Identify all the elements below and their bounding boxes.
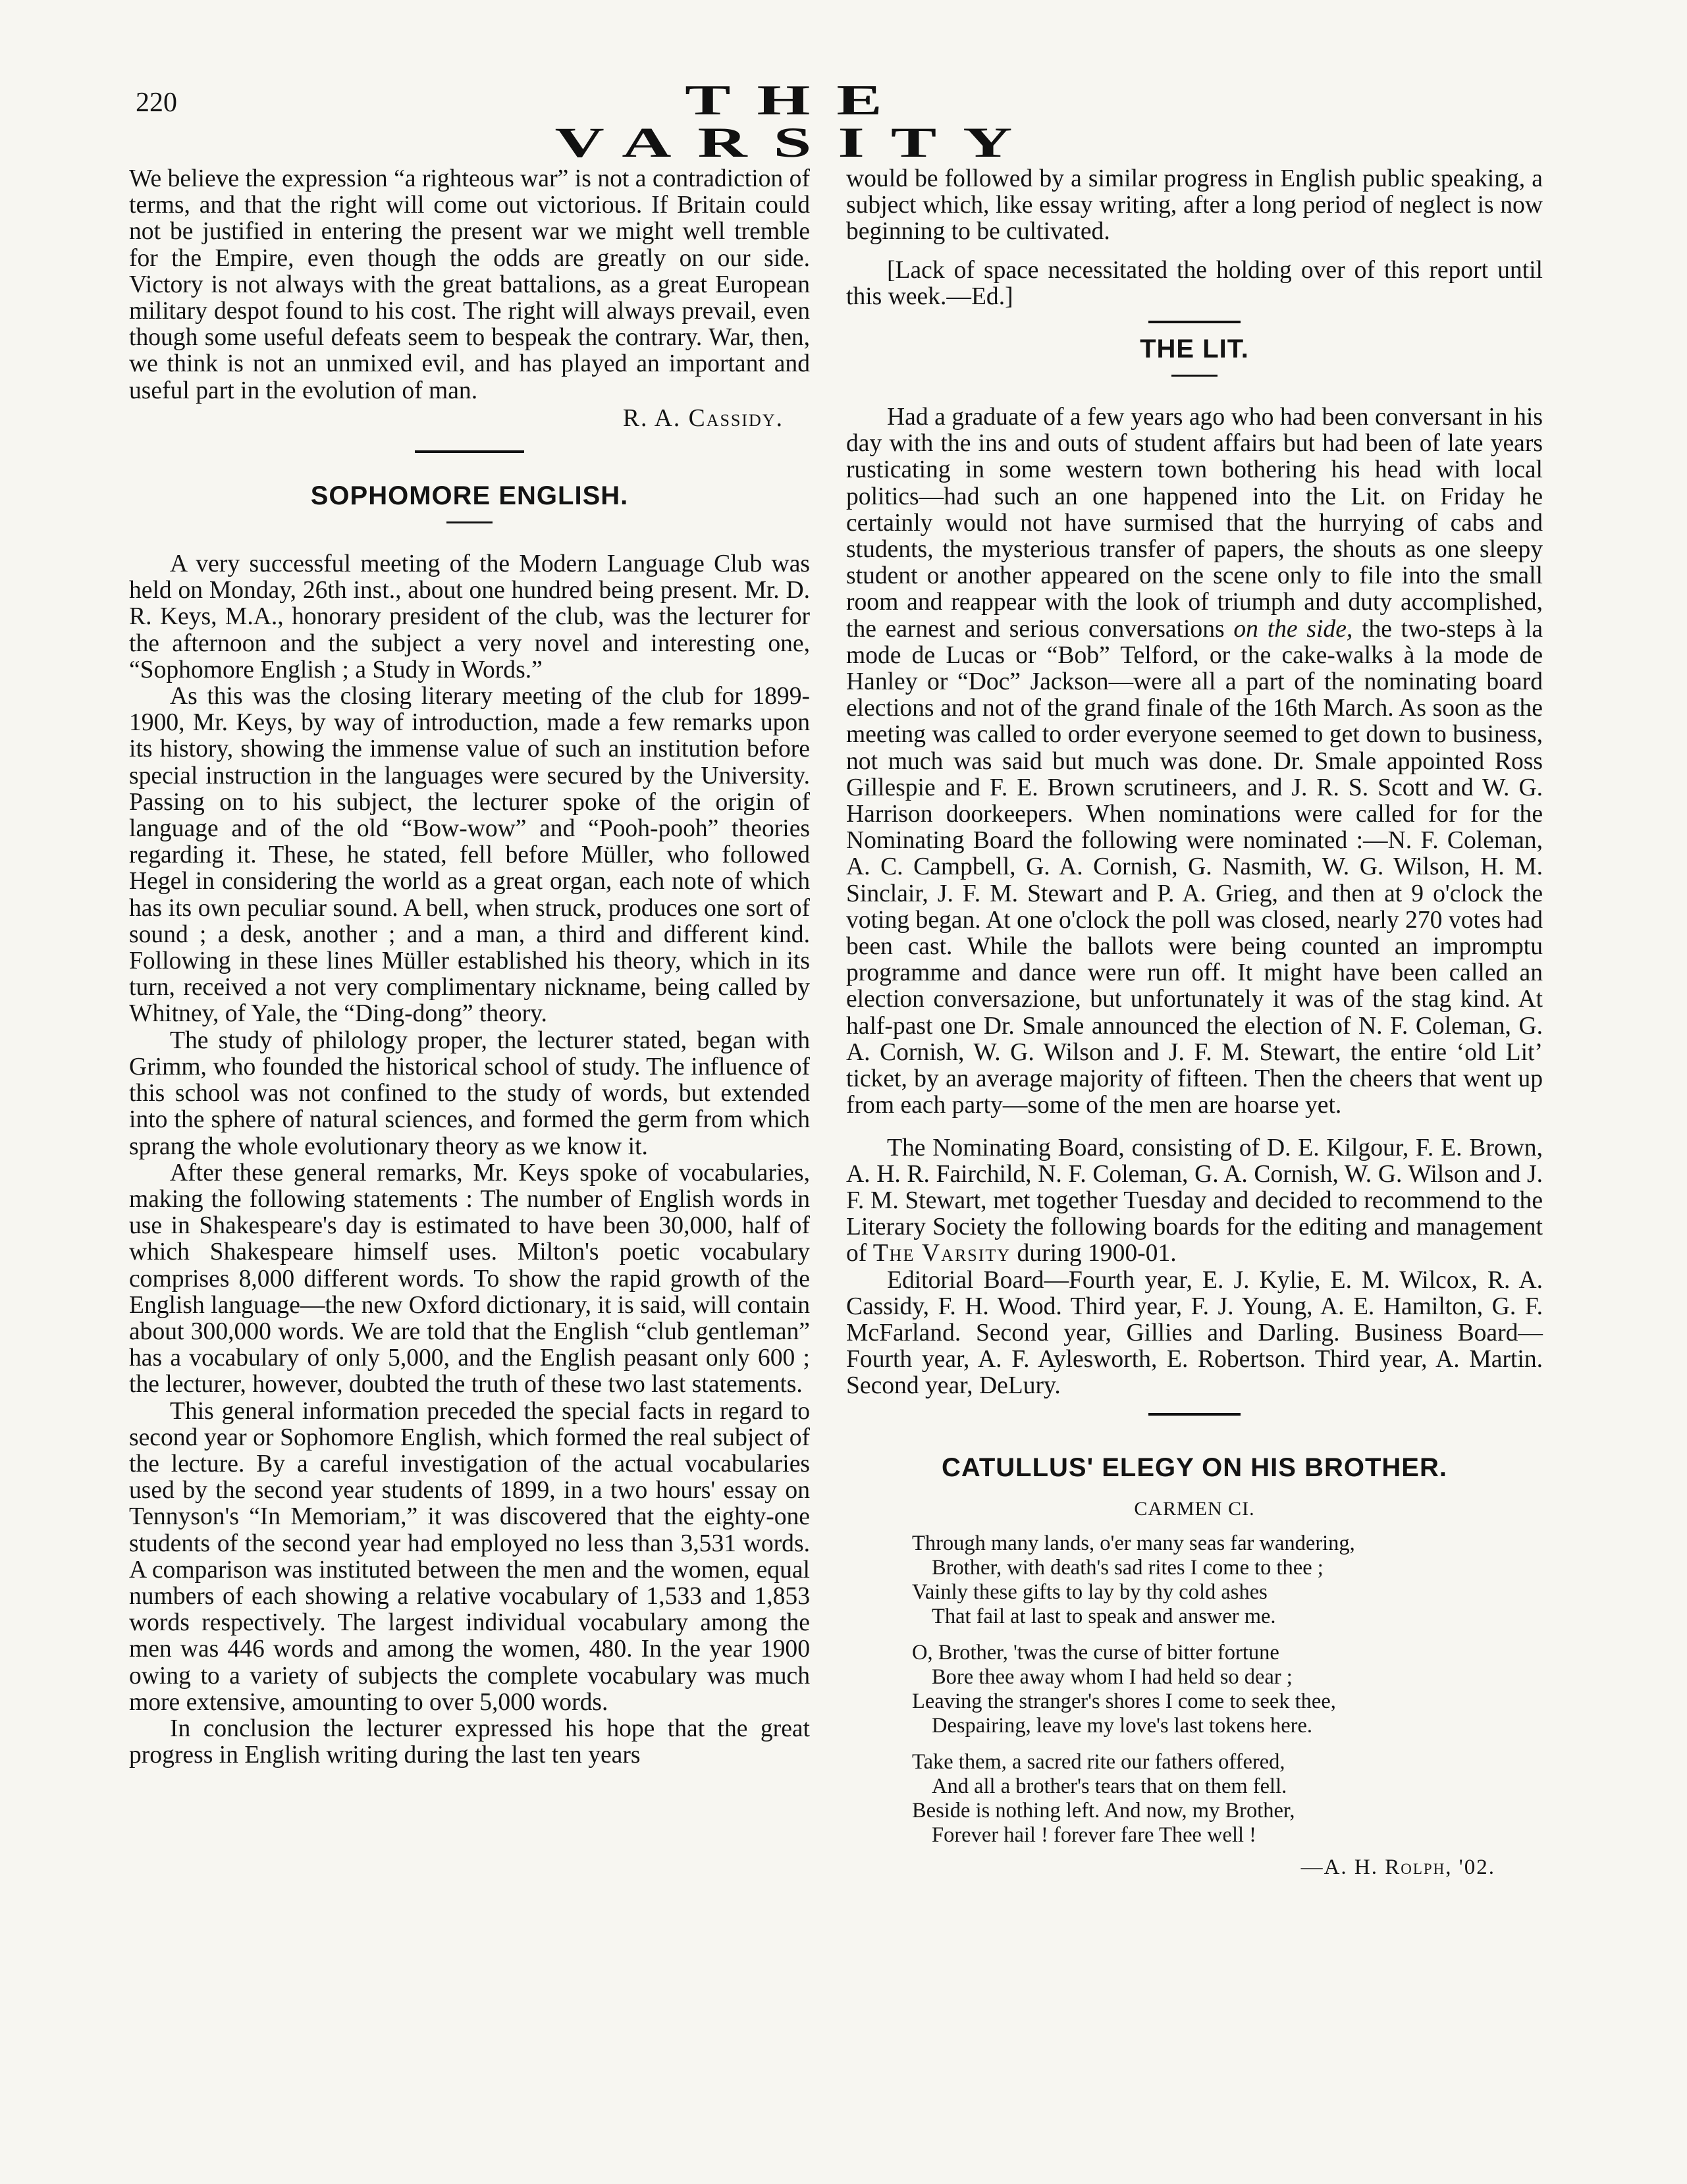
lit-italic: on the side, (1233, 615, 1353, 643)
sophomore-paragraph: After these general remarks, Mr. Keys spoke of vocabularies, making the following statements : The number of English words in use in Shakespeare's day is estimated to have been 30,000, half of which Shakespeare himself uses. Milton's poetic vocabulary comprises 8,000 different words. To show the rapid growth of the English language—the new Oxford dictionary, it is said, will contain about 300,000 words. We are told that the English “club gentleman” has a vocabulary of only 5,000, and the English peasant only 600 ; the lecturer, however, doubted the truth of these two last statements. (129, 1159, 810, 1398)
stanza (912, 1641, 1543, 1738)
poem-signature: —A. H. Rolph, '02. (1300, 1855, 1495, 1879)
sophomore-paragraph: The study of philology proper, the lecturer stated, began with Grimm, who founded the historical school of study. The influence of this school was not confined to the study of words, but extended into the sphere of natural sciences, and formed the germ from which sprang the whole evolutionary theory as we know it. (129, 1026, 810, 1160)
signature: R. A. Cassidy. (622, 404, 784, 432)
poem (912, 1531, 1543, 1848)
poem-title: CARMEN CI. (1134, 1497, 1255, 1520)
verse-line: That fail at last to speak and answer me. (932, 1604, 1276, 1628)
page-number: 220 (136, 88, 177, 118)
the-lit-heading: THE LIT. (1140, 334, 1249, 364)
lit-paragraph (846, 1135, 1543, 1267)
varsity-small-caps: The Varsity (872, 1240, 1011, 1267)
verse-line: Leaving the stranger's shores I come to seek thee, (912, 1689, 1336, 1713)
verse-line: Forever hail ! forever fare Thee well ! (932, 1823, 1256, 1847)
stanza (912, 1531, 1543, 1629)
verse-line: Take them, a sacred rite our fathers offered, (912, 1749, 1285, 1774)
editor-note: [Lack of space necessitated the holding over of this report until this week.—Ed.] (846, 256, 1543, 310)
stanza (912, 1750, 1543, 1848)
verse-line: Bore thee away whom I had held so dear ; (932, 1665, 1293, 1689)
section-divider (1148, 1413, 1241, 1416)
verse-line: And all a brother's tears that on them fell. (932, 1774, 1287, 1798)
section-divider (415, 450, 524, 453)
lit-paragraph: Editorial Board—Fourth year, E. J. Kylie, E. M. Wilcox, R. A. Cassidy, F. H. Wood. Third year, F. J. Young, A. E. Hamilton, G. F. McFarland. Second year, Gillies and Darling. Business Board—Fourth year, A. F. Aylesworth, E. Robertson. Third year, A. Martin. Second year, DeLury. (846, 1266, 1543, 1400)
war-paragraph: We believe the expression “a righteous war” is not a contradiction of terms, and that the right will come out victorious. If Britain could not be justified in entering the present war we might well tremble for the Empire, even though the odds are greatly on our side. Victory is not always with the great battalions, as a great European military despot found to his cost. The right will always prevail, even though some useful defeats seem to bespeak the contrary. War, then, we think is not an unmixed evil, and has played an important and useful part in the evolution of man. (129, 165, 810, 404)
section-divider (1148, 321, 1241, 323)
verse-line: Vainly these gifts to lay by thy cold ashes (912, 1580, 1268, 1604)
right-column (846, 166, 1543, 1880)
lit-text: The Nominating Board, consisting of D. E. Kilgour, F. E. Brown, A. H. R. Fairchild, N. F. Coleman, G. A. Cornish, W. G. Wilson and J. F. M. Stewart, met together Tuesday and decided to recommend to the Literary Society the following boards for the editing and management of (846, 1134, 1543, 1267)
catullus-heading: CATULLUS' ELEGY ON HIS BROTHER. (942, 1452, 1447, 1482)
heading-rule (1171, 375, 1218, 377)
lit-text: during 1900-01. (1017, 1240, 1177, 1267)
lit-text: Had a graduate of a few years ago who had been conversant in his day with the ins and outs of student affairs but had been of late years rusticating in some western town bothering his head with local politics—had such an one happened into the Lit. on Friday he certainly would not have surmised that the hurrying of cabs and students, the mysterious transfer of papers, the shouts as one sleepy student or another appeared on the scene only to file into the small room and reappear with the look of triumph and duty accomplished, the earnest and serious conversations (846, 404, 1543, 643)
left-column (129, 166, 810, 1769)
lit-text: the two-steps à la mode de Lucas or “Bob” Telford, or the cake-walks à la mode de Hanley or “Doc” Jackson—were all a part of the nominating board elections and not of the grand finale of the 16th March. As soon as the meeting was called to order everyone seemed to get down to business, not much was said but much was done. Dr. Smale appointed Ross Gillespie and F. E. Brown scrutineers, and J. R. S. Scott and W. G. Harrison doorkeepers. When nominations were called for for the Nominating Board the following were nominated :—N. F. Coleman, A. C. Campbell, G. A. Cornish, G. Nasmith, W. G. Wilson, H. M. Sinclair, J. F. M. Stewart and P. A. Grieg, and then at 9 o'clock the voting began. At one o'clock the poll was closed, nearly 270 votes had been cast. While the ballots were being counted an impromptu programme and dance were run off. It might have been called an election conversazione, but unfortunately it was of the stag kind. At half-past one Dr. Smale announced the election of N. F. Coleman, G. A. Cornish, W. G. Wilson and J. F. M. Stewart, the entire ‘old Lit’ ticket, by an average majority of fifteen. Then the cheers that went up from each party—some of the men are hoarse yet. (846, 615, 1543, 1119)
sophomore-paragraph: This general information preceded the special facts in regard to second year or Sophomore English, which formed the real subject of the lecture. By a careful investigation of the actual vocabularies used by the second year students of 1899, in a two hours' essay on Tennyson's “In Memoriam,” it was discovered that the eighty-one students of the second year had employed no less than 3,531 words. A comparison was instituted between the men and the women, equal numbers of each showing a relative vocabulary of 1,533 and 1,853 words respectively. The largest individual vocabulary among the men was 446 words and among the women, 480. In the year 1900 owing to a variety of subjects the complete vocabulary was much more extensive, amounting to over 5,000 words. (129, 1397, 810, 1716)
heading-rule (446, 521, 493, 523)
verse-line: Beside is nothing left. And now, my Brother, (912, 1798, 1295, 1823)
verse-line: Brother, with death's sad rites I come to thee ; (932, 1555, 1324, 1580)
verse-line: Through many lands, o'er many seas far wandering, (912, 1531, 1355, 1555)
sophomore-paragraph: As this was the closing literary meeting of the club for 1899-1900, Mr. Keys, by way of introduction, made a few remarks upon its history, showing the immense value of such an institution before special instruction in the languages were secured by the University. Passing on to his subject, the lecturer spoke of the origin of language and of the old “Bow-wow” and “Pooh-pooh” theories regarding it. These, he stated, fell before Müller, who followed Hegel in considering the world as a great organ, each note of which has its own peculiar sound. A bell, when struck, produces one sort of sound ; a desk, another ; and a man, a third and different kind. Following in these lines Müller established his theory, which in its turn, received a not very complimentary nickname, being called by Whitney, of Yale, the “Ding-dong” theory. (129, 683, 810, 1028)
continuation-paragraph: would be followed by a similar progress in English public speaking, a subject which, like essay writing, after a long period of neglect is now beginning to be cultivated. (846, 165, 1543, 246)
spacer (846, 1425, 1543, 1451)
lit-paragraph (846, 404, 1543, 1119)
sophomore-english-heading: SOPHOMORE ENGLISH. (310, 481, 629, 511)
verse-line: Despairing, leave my love's last tokens here. (932, 1713, 1313, 1738)
verse-line: O, Brother, 'twas the curse of bitter fortune (912, 1640, 1279, 1665)
sophomore-paragraph: A very successful meeting of the Modern Language Club was held on Monday, 26th inst., about one hundred being present. Mr. D. R. Keys, M.A., honorary president of the club, was the lecturer for the afternoon and the subject a very novel and interesting one, “Sophomore English ; a Study in Words.” (129, 550, 810, 683)
sophomore-paragraph: In conclusion the lecturer expressed his hope that the great progress in English writing during the last ten years (129, 1715, 810, 1769)
masthead: THE VARSITY (554, 76, 1039, 167)
